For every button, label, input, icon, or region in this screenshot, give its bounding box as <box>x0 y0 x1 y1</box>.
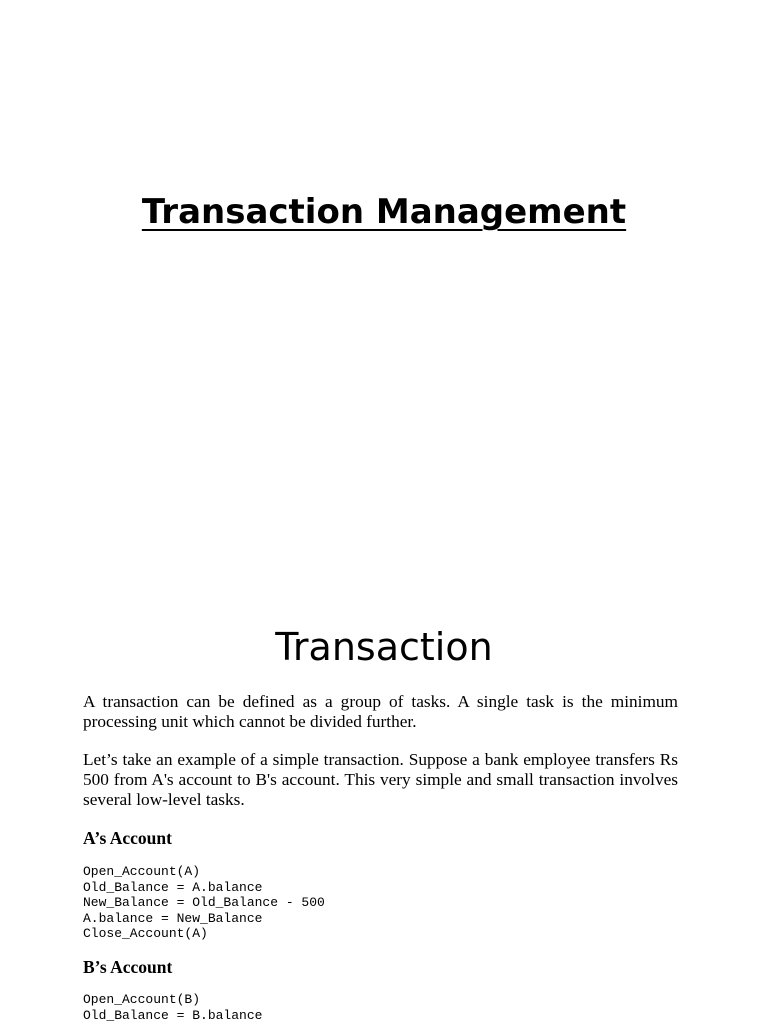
code-line: Open_Account(B) <box>83 992 201 1007</box>
slide-title <box>0 190 768 234</box>
account-b-heading: B’s Account <box>83 957 173 977</box>
account-b-code <box>83 992 262 1023</box>
code-line: A.balance = New_Balance <box>83 910 263 926</box>
code-line: Old_Balance = A.balance <box>83 879 263 895</box>
code-line: Open_Account(A) <box>83 864 201 879</box>
slide-title-text: Transaction Management <box>141 192 627 232</box>
code-line: Close_Account(A) <box>83 926 208 941</box>
example-paragraph: Let’s take an example of a simple transaction. Suppose a bank employee transfers Rs 500 from A's account to B's account. This very simple and small transaction involves several low-level tasks. <box>83 750 678 809</box>
section-heading: Transaction <box>275 625 493 669</box>
definition-paragraph: A transaction can be defined as a group of tasks. A single task is the minimum processing unit which cannot be divided further. <box>83 692 678 731</box>
code-line: Old_Balance = B.balance <box>83 1007 263 1023</box>
code-line: New_Balance = Old_Balance - 500 <box>83 895 325 910</box>
account-a-code <box>83 864 325 942</box>
account-a-heading: A’s Account <box>83 828 172 848</box>
